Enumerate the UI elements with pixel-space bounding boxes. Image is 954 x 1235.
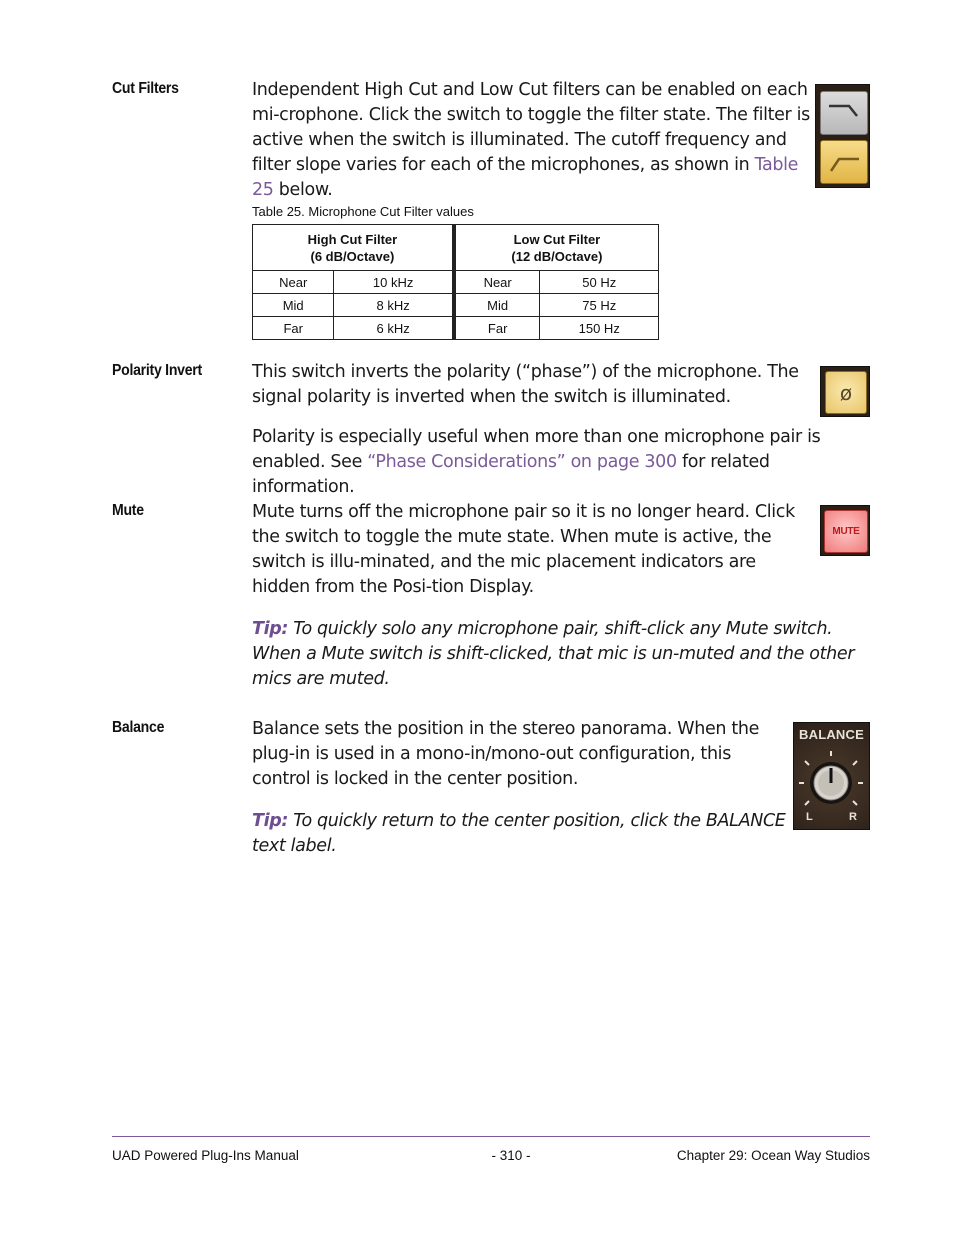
low-cut-header [454, 225, 659, 271]
low-cut-header-line1: Low Cut Filter [513, 231, 601, 247]
table-cell: Near [454, 271, 540, 294]
tip-label: Tip: [252, 811, 289, 831]
low-cut-switch-icon [820, 140, 868, 184]
table-cell: Mid [253, 294, 334, 317]
cut-filter-table [252, 224, 659, 340]
cut-filters-text-end: below. [273, 180, 333, 200]
footer-manual-title: UAD Powered Plug-Ins Manual [112, 1148, 299, 1163]
mute-tip-text: To quickly solo any microphone pair, shift-click any Mute switch. When a Mute switch is shift-clicked, that mic is un-muted and the other mics are muted. [252, 619, 855, 689]
table-row [253, 294, 659, 317]
high-cut-header [253, 225, 454, 271]
table-25-link[interactable]: Table 25 [252, 155, 799, 200]
cut-filters-text: Independent High Cut and Low Cut filters can be enabled on each mi-crophone. Click the switch to toggle the filter state. The filter is active when the switch is illuminated. The cutoff frequency and filter slope varies for each of the microphones, as shown in [252, 80, 810, 175]
table-cell: 6 kHz [334, 317, 454, 340]
balance-knob-label: BALANCE [799, 727, 864, 742]
footer-chapter: Chapter 29: Ocean Way Studios [676, 1148, 870, 1163]
balance-paragraph: Balance sets the position in the stereo panorama. When the plug-in is used in a mono-in/mono-out configuration, this control is locked in the center position. [252, 719, 760, 789]
table-cell: 10 kHz [334, 271, 454, 294]
table-cell: Near [253, 271, 334, 294]
high-cut-header-line1: High Cut Filter [307, 231, 398, 247]
table-cell: Mid [454, 294, 540, 317]
polarity-glyph: ø [825, 371, 867, 414]
section-title-cut-filters: Cut Filters [112, 80, 179, 97]
polarity-paragraph-1: This switch inverts the polarity (“phase”) of the microphone. The signal polarity is inverted when the switch is illuminated. [252, 362, 799, 407]
table-cell: 150 Hz [540, 317, 659, 340]
footer-page-number: - 310 - [491, 1148, 531, 1163]
table-cell: 75 Hz [540, 294, 659, 317]
balance-tip-text: To quickly return to the center position, click the BALANCE text label. [252, 811, 786, 856]
polarity-text: Polarity is especially useful when more than one microphone pair is enabled. See [252, 427, 821, 472]
table-row [253, 317, 659, 340]
section-title-balance: Balance [112, 719, 165, 736]
balance-tip [252, 809, 787, 859]
footer-rule [112, 1136, 870, 1137]
mute-tip [252, 617, 872, 692]
high-cut-switch-icon [820, 91, 868, 135]
balance-left-label: L [806, 811, 813, 823]
polarity-paragraph-2 [252, 425, 872, 500]
table-row [253, 271, 659, 294]
phase-considerations-link[interactable]: “Phase Considerations” on page 300 [367, 452, 677, 472]
polarity-switch-icon [820, 366, 870, 417]
table-caption: Table 25. Microphone Cut Filter values [252, 204, 474, 219]
balance-right-label: R [849, 811, 857, 823]
mute-paragraph: Mute turns off the microphone pair so it is no longer heard. Click the switch to toggle the mute state. When mute is active, the switch is illu-minated, and the mic placement indicators are hidden from the Posi-tion Display. [252, 502, 795, 597]
table-cell: Far [253, 317, 334, 340]
table-cell: 50 Hz [540, 271, 659, 294]
table-cell: 8 kHz [334, 294, 454, 317]
balance-knob-icon [793, 722, 870, 830]
cut-filter-switches-icon [815, 84, 870, 188]
polarity-text-end: for related information. [252, 452, 770, 497]
mute-switch-icon [820, 505, 870, 556]
section-title-polarity-invert: Polarity Invert [112, 362, 202, 379]
tip-label: Tip: [252, 619, 289, 639]
mute-label: MUTE [824, 510, 868, 553]
section-title-mute: Mute [112, 502, 144, 519]
table-cell: Far [454, 317, 540, 340]
low-cut-header-line2: (12 dB/Octave) [511, 248, 603, 264]
high-cut-header-line2: (6 dB/Octave) [310, 248, 395, 264]
cut-filters-paragraph [252, 78, 812, 203]
